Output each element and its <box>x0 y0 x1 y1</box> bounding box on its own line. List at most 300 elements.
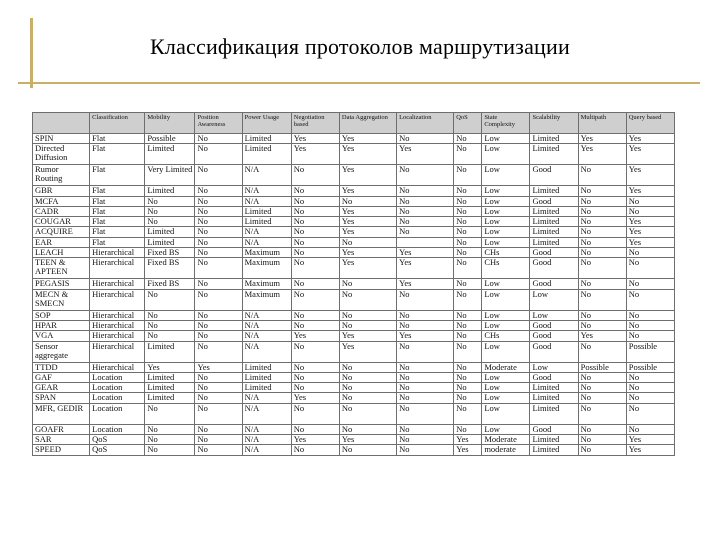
table-cell: No <box>397 196 454 206</box>
table-cell: Good <box>530 248 578 258</box>
protocol-name-cell: TEEN & APTEEN <box>33 258 90 279</box>
table-cell: No <box>454 341 482 362</box>
table-cell: Yes <box>397 258 454 279</box>
table-cell: No <box>397 217 454 227</box>
table-cell: Low <box>482 320 530 330</box>
table-cell: Limited <box>145 237 195 247</box>
table-cell: Location <box>90 393 145 403</box>
table-cell: No <box>291 196 339 206</box>
table-cell: N/A <box>242 341 291 362</box>
table-cell: No <box>195 186 242 196</box>
table-cell: Possible <box>626 362 674 372</box>
table-cell: Yes <box>339 206 396 216</box>
column-header: Negotiation based <box>291 113 339 134</box>
table-cell: Flat <box>90 134 145 144</box>
table-cell: No <box>397 362 454 372</box>
table-cell: Low <box>482 227 530 237</box>
table-cell: No <box>578 237 626 247</box>
table-cell: No <box>339 196 396 206</box>
table-cell: No <box>145 217 195 227</box>
table-cell: No <box>578 258 626 279</box>
table-cell: No <box>578 289 626 310</box>
table-cell: No <box>291 362 339 372</box>
table-cell: Flat <box>90 237 145 247</box>
table-cell: Low <box>482 165 530 186</box>
table-row <box>33 445 675 455</box>
table-cell: Low <box>482 372 530 382</box>
protocol-name-cell: GBR <box>33 186 90 196</box>
table-cell: Yes <box>339 144 396 165</box>
protocol-name-cell: COUGAR <box>33 217 90 227</box>
table-row <box>33 393 675 403</box>
table-cell: No <box>397 320 454 330</box>
table-cell: No <box>626 320 674 330</box>
table-cell: Low <box>482 341 530 362</box>
table-cell: Flat <box>90 206 145 216</box>
table-cell: No <box>578 227 626 237</box>
table-cell: No <box>195 258 242 279</box>
table-row <box>33 237 675 247</box>
table-cell: Limited <box>145 393 195 403</box>
table-cell: No <box>195 289 242 310</box>
protocol-name-cell: GOAFR <box>33 424 90 434</box>
table-cell: No <box>578 217 626 227</box>
table-cell: Flat <box>90 227 145 237</box>
table-cell: N/A <box>242 227 291 237</box>
table-cell: No <box>195 227 242 237</box>
protocol-table-wrapper <box>32 112 675 456</box>
table-cell: Yes <box>339 248 396 258</box>
table-cell: No <box>397 134 454 144</box>
table-cell: No <box>626 279 674 289</box>
table-cell: Limited <box>530 393 578 403</box>
column-header: Localization <box>397 113 454 134</box>
table-cell: N/A <box>242 424 291 434</box>
table-row <box>33 258 675 279</box>
table-cell: Moderate <box>482 362 530 372</box>
table-cell: Low <box>482 206 530 216</box>
table-row <box>33 435 675 445</box>
table-cell: No <box>454 134 482 144</box>
protocol-classification-table <box>32 112 675 456</box>
table-cell: No <box>454 403 482 424</box>
column-header: State Complexity <box>482 113 530 134</box>
table-cell: No <box>454 237 482 247</box>
table-cell: Maximum <box>242 289 291 310</box>
table-cell: No <box>397 289 454 310</box>
table-cell: No <box>145 196 195 206</box>
table-cell: Yes <box>291 331 339 341</box>
table-row <box>33 144 675 165</box>
table-row <box>33 248 675 258</box>
table-cell: Good <box>530 165 578 186</box>
table-cell: No <box>195 320 242 330</box>
table-cell: No <box>339 289 396 310</box>
table-cell: Low <box>482 186 530 196</box>
table-cell: Yes <box>626 217 674 227</box>
table-cell: Limited <box>145 186 195 196</box>
table-cell: No <box>578 196 626 206</box>
decorative-horizontal-line <box>18 82 700 84</box>
table-cell: No <box>339 237 396 247</box>
table-cell: Hierarchical <box>90 279 145 289</box>
table-cell: No <box>339 393 396 403</box>
table-cell: No <box>454 310 482 320</box>
table-cell: QoS <box>90 435 145 445</box>
table-cell: N/A <box>242 435 291 445</box>
table-cell: N/A <box>242 320 291 330</box>
table-cell: No <box>291 341 339 362</box>
table-cell: Yes <box>626 435 674 445</box>
table-cell: Moderate <box>482 435 530 445</box>
table-cell: No <box>397 341 454 362</box>
protocol-name-cell: HPAR <box>33 320 90 330</box>
protocol-name-cell: SPAN <box>33 393 90 403</box>
table-cell: N/A <box>242 165 291 186</box>
table-cell: No <box>578 393 626 403</box>
table-cell: No <box>291 383 339 393</box>
protocol-name-cell: EAR <box>33 237 90 247</box>
table-cell: Location <box>90 424 145 434</box>
table-cell: No <box>397 393 454 403</box>
table-body <box>33 134 675 456</box>
table-row <box>33 362 675 372</box>
table-cell: No <box>397 372 454 382</box>
table-cell: No <box>339 320 396 330</box>
table-cell: No <box>578 403 626 424</box>
table-row <box>33 383 675 393</box>
column-header: Power Usage <box>242 113 291 134</box>
table-cell: No <box>626 331 674 341</box>
protocol-name-cell: CADR <box>33 206 90 216</box>
table-cell: Limited <box>145 144 195 165</box>
table-header-row <box>33 113 675 134</box>
table-cell: N/A <box>242 445 291 455</box>
table-row <box>33 227 675 237</box>
table-cell: No <box>578 186 626 196</box>
protocol-name-cell: TTDD <box>33 362 90 372</box>
protocol-name-cell: PEGASIS <box>33 279 90 289</box>
table-cell: No <box>397 310 454 320</box>
table-cell: CHs <box>482 258 530 279</box>
table-cell: Yes <box>578 144 626 165</box>
table-cell: No <box>578 206 626 216</box>
table-row <box>33 217 675 227</box>
table-cell: No <box>339 424 396 434</box>
table-row <box>33 320 675 330</box>
table-cell: Yes <box>145 362 195 372</box>
table-cell: Maximum <box>242 279 291 289</box>
table-cell: No <box>195 134 242 144</box>
table-cell: No <box>195 196 242 206</box>
table-cell: Location <box>90 403 145 424</box>
table-cell: No <box>454 165 482 186</box>
table-cell: Yes <box>339 341 396 362</box>
table-cell: Limited <box>530 237 578 247</box>
table-cell: No <box>291 320 339 330</box>
table-cell: Good <box>530 320 578 330</box>
table-cell: No <box>195 237 242 247</box>
table-cell: No <box>195 372 242 382</box>
table-cell: Limited <box>530 403 578 424</box>
table-cell: Possible <box>578 362 626 372</box>
table-cell: Flat <box>90 186 145 196</box>
table-cell: No <box>626 258 674 279</box>
table-cell: Good <box>530 279 578 289</box>
table-cell: Yes <box>339 331 396 341</box>
table-cell: Hierarchical <box>90 258 145 279</box>
table-cell: No <box>454 372 482 382</box>
table-cell: N/A <box>242 196 291 206</box>
table-cell: Yes <box>291 393 339 403</box>
protocol-name-cell: SAR <box>33 435 90 445</box>
table-cell: No <box>339 403 396 424</box>
table-cell: No <box>195 341 242 362</box>
table-cell: No <box>291 237 339 247</box>
table-row <box>33 403 675 424</box>
table-cell: Low <box>482 403 530 424</box>
table-cell: No <box>578 310 626 320</box>
table-cell: N/A <box>242 403 291 424</box>
table-cell: N/A <box>242 393 291 403</box>
table-cell: Flat <box>90 196 145 206</box>
table-cell: No <box>578 341 626 362</box>
column-header: Query based <box>626 113 674 134</box>
table-cell: No <box>454 424 482 434</box>
table-cell: No <box>145 310 195 320</box>
table-cell: Yes <box>454 435 482 445</box>
table-cell: No <box>195 206 242 216</box>
table-cell: No <box>291 403 339 424</box>
table-cell: No <box>578 383 626 393</box>
table-cell: No <box>339 279 396 289</box>
table-cell: Yes <box>626 227 674 237</box>
protocol-name-cell: SPEED <box>33 445 90 455</box>
table-cell: Flat <box>90 165 145 186</box>
table-cell: No <box>145 206 195 216</box>
table-cell: Yes <box>626 144 674 165</box>
table-row <box>33 372 675 382</box>
table-cell: No <box>195 248 242 258</box>
protocol-name-cell: Directed Diffusion <box>33 144 90 165</box>
protocol-name-cell: VGA <box>33 331 90 341</box>
table-cell: Yes <box>291 435 339 445</box>
table-cell: Yes <box>626 237 674 247</box>
table-cell: Yes <box>339 134 396 144</box>
table-cell: No <box>291 186 339 196</box>
table-cell: No <box>339 362 396 372</box>
table-cell: Limited <box>530 227 578 237</box>
table-cell: No <box>145 424 195 434</box>
table-cell: No <box>454 258 482 279</box>
column-header: Mobility <box>145 113 195 134</box>
table-cell: No <box>195 424 242 434</box>
table-cell: Yes <box>291 134 339 144</box>
table-cell: No <box>397 165 454 186</box>
table-cell: CHs <box>482 248 530 258</box>
table-cell: Good <box>530 196 578 206</box>
table-cell: Limited <box>530 134 578 144</box>
table-cell: No <box>454 248 482 258</box>
table-cell: No <box>454 186 482 196</box>
table-cell <box>397 237 454 247</box>
table-cell: Flat <box>90 217 145 227</box>
table-row <box>33 289 675 310</box>
table-row <box>33 310 675 320</box>
column-header: Data Aggregation <box>339 113 396 134</box>
table-cell: No <box>454 196 482 206</box>
table-cell: Yes <box>626 445 674 455</box>
table-cell: Limited <box>242 217 291 227</box>
table-cell: Fixed BS <box>145 258 195 279</box>
table-cell: No <box>339 310 396 320</box>
column-header: QoS <box>454 113 482 134</box>
table-cell: No <box>291 258 339 279</box>
table-cell: Yes <box>291 144 339 165</box>
table-cell: No <box>454 206 482 216</box>
table-cell: No <box>195 383 242 393</box>
protocol-name-cell: SOP <box>33 310 90 320</box>
table-cell: No <box>195 279 242 289</box>
column-header: Scalability <box>530 113 578 134</box>
table-cell: No <box>195 435 242 445</box>
protocol-name-cell: MCFA <box>33 196 90 206</box>
table-cell: Yes <box>578 331 626 341</box>
table-cell: Yes <box>578 134 626 144</box>
table-row <box>33 186 675 196</box>
table-cell: Fixed BS <box>145 279 195 289</box>
table-cell: Location <box>90 372 145 382</box>
column-header: Position Awareness <box>195 113 242 134</box>
table-cell: No <box>397 186 454 196</box>
table-cell: No <box>454 393 482 403</box>
slide-title: Классификация протоколов маршрутизации <box>150 34 570 59</box>
table-cell: No <box>145 289 195 310</box>
table-cell: Low <box>482 424 530 434</box>
table-cell: Low <box>530 310 578 320</box>
table-cell: Yes <box>397 331 454 341</box>
table-row <box>33 206 675 216</box>
table-cell: No <box>626 383 674 393</box>
table-cell: Low <box>482 134 530 144</box>
table-cell: No <box>195 393 242 403</box>
table-cell: Possible <box>145 134 195 144</box>
table-cell: Maximum <box>242 248 291 258</box>
table-cell: No <box>397 435 454 445</box>
table-cell: Yes <box>397 144 454 165</box>
table-cell: Limited <box>530 383 578 393</box>
table-cell: No <box>195 445 242 455</box>
table-cell: No <box>454 383 482 393</box>
table-cell: Low <box>482 289 530 310</box>
table-cell: No <box>578 248 626 258</box>
protocol-name-cell: ACQUIRE <box>33 227 90 237</box>
table-cell: No <box>578 445 626 455</box>
table-cell: Yes <box>397 248 454 258</box>
table-cell: No <box>291 424 339 434</box>
table-cell: Low <box>482 279 530 289</box>
table-cell: No <box>291 289 339 310</box>
protocol-name-cell: GEAR <box>33 383 90 393</box>
table-cell: No <box>339 383 396 393</box>
table-cell: Good <box>530 372 578 382</box>
table-cell: Yes <box>626 186 674 196</box>
table-cell: Low <box>482 310 530 320</box>
table-cell: N/A <box>242 310 291 320</box>
table-cell: No <box>626 289 674 310</box>
table-cell: Limited <box>242 383 291 393</box>
table-cell: Limited <box>530 435 578 445</box>
protocol-name-cell: MFR, GEDIR <box>33 403 90 424</box>
table-cell: No <box>397 445 454 455</box>
table-cell: Yes <box>339 217 396 227</box>
table-cell: No <box>145 403 195 424</box>
table-cell: No <box>291 248 339 258</box>
table-cell: CHs <box>482 331 530 341</box>
protocol-name-cell: SPIN <box>33 134 90 144</box>
table-cell: Good <box>530 341 578 362</box>
table-cell: No <box>626 393 674 403</box>
table-cell: No <box>291 227 339 237</box>
protocol-name-cell: Rumor Routing <box>33 165 90 186</box>
table-cell: Limited <box>145 227 195 237</box>
table-cell: Yes <box>339 165 396 186</box>
table-cell: No <box>145 445 195 455</box>
table-cell: Good <box>530 258 578 279</box>
table-cell: No <box>145 435 195 445</box>
table-cell: Low <box>482 144 530 165</box>
table-cell: Possible <box>626 341 674 362</box>
table-cell: No <box>291 372 339 382</box>
table-cell: Maximum <box>242 258 291 279</box>
table-cell: N/A <box>242 237 291 247</box>
table-row <box>33 134 675 144</box>
table-cell: Limited <box>145 372 195 382</box>
table-cell: No <box>578 435 626 445</box>
table-cell: Limited <box>530 206 578 216</box>
table-cell: No <box>626 248 674 258</box>
table-cell: Hierarchical <box>90 362 145 372</box>
table-cell: Yes <box>339 258 396 279</box>
table-cell: No <box>626 424 674 434</box>
table-cell: No <box>454 279 482 289</box>
table-cell: No <box>195 165 242 186</box>
table-row <box>33 196 675 206</box>
column-header: Classification <box>90 113 145 134</box>
table-cell: No <box>291 165 339 186</box>
column-header: Multipath <box>578 113 626 134</box>
table-cell: Very Limited <box>145 165 195 186</box>
table-cell: Low <box>530 362 578 372</box>
table-cell: Limited <box>242 372 291 382</box>
table-cell: Yes <box>339 186 396 196</box>
table-cell: No <box>626 403 674 424</box>
table-cell: No <box>195 217 242 227</box>
table-cell: Limited <box>530 144 578 165</box>
table-cell: Limited <box>242 134 291 144</box>
table-cell: No <box>454 320 482 330</box>
table-cell: No <box>626 310 674 320</box>
table-cell: Limited <box>530 445 578 455</box>
table-cell: Low <box>482 383 530 393</box>
table-cell: Fixed BS <box>145 248 195 258</box>
table-cell: Low <box>530 289 578 310</box>
table-cell: QoS <box>90 445 145 455</box>
table-cell: Flat <box>90 144 145 165</box>
table-cell: Limited <box>145 341 195 362</box>
table-cell: No <box>145 331 195 341</box>
table-cell: N/A <box>242 331 291 341</box>
